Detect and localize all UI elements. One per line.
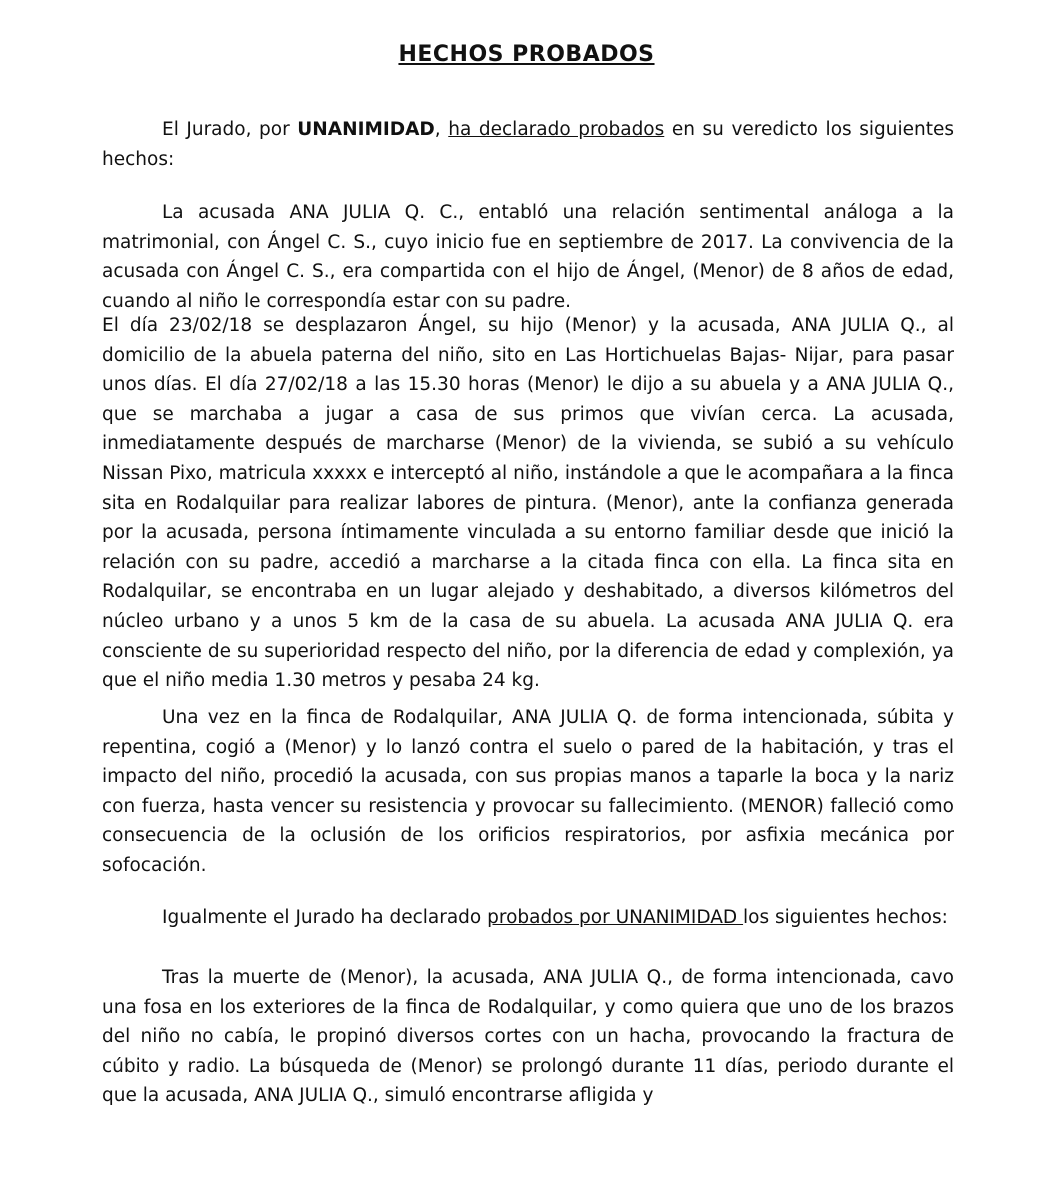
second-intro-underlined: probados por UNANIMIDAD <box>487 907 744 928</box>
paragraph-death: Una vez en la finca de Rodalquilar, ANA JULIA Q. de forma intencionada, súbita y repentina, cogió a (Menor) y lo lanzó contra el suelo o pared de la habitación, y tras el impacto del niño, procedió la acusada, con sus propias manos a taparle la boca y la nariz con fuerza, hasta vencer su resistencia y provocar su fallecimiento. (MENOR) falleció como consecuencia de la oclusión de los orificios respiratorios, por asfixia mecánica por sofocación. <box>102 707 954 876</box>
document-title: HECHOS PROBADOS <box>398 42 655 67</box>
paragraph-events: El día 23/02/18 se desplazaron Ángel, su hijo (Menor) y la acusada, ANA JULIA Q., al domicilio de la abuela paterna del niño, sito en Las Hortichuelas Bajas- Nijar, para pasar unos días. El día 27/02/18 a las 15.30 horas (Menor) le dijo a su abuela y a ANA JULIA Q., que se marchaba a jugar a casa de sus primos que vivían cerca. La acusada, inmediatamente después de marcharse (Menor) de la vivienda, se subió a su vehículo Nissan Pixo, matricula xxxxx e interceptó al niño, instándole a que le acompañara a la finca sita en Rodalquilar para realizar labores de pintura. (Menor), ante la confianza generada por la acusada, persona íntimamente vinculada a su entorno familiar desde que inició la relación con su padre, accedió a marcharse a la citada finca con ella. La finca sita en Rodalquilar, se encontraba en un lugar alejado y deshabitado, a diversos kilómetros del núcleo urbano y a unos 5 km de la casa de su abuela. La acusada ANA JULIA Q. era consciente de su superioridad respecto del niño, por la diferencia de edad y complexión, ya que el niño media 1.30 metros y pesaba 24 kg. <box>102 315 954 692</box>
second-intro-lead: Igualmente el Jurado ha declarado <box>162 907 488 928</box>
intro-lead: El Jurado, por <box>162 119 298 140</box>
second-intro-rest: los siguientes hechos: <box>743 907 948 928</box>
intro-underlined: ha declarado probados <box>448 119 665 140</box>
intro-paragraph <box>102 115 954 174</box>
intro-bold: UNANIMIDAD <box>297 119 435 140</box>
paragraph-after-death: Tras la muerte de (Menor), la acusada, ANA JULIA Q., de forma intencionada, cavo una fosa en los exteriores de la finca de Rodalquilar, y como quiera que uno de los brazos del niño no cabía, le propinó diversos cortes con un hacha, provocando la fractura de cúbito y radio. La búsqueda de (Menor) se prolongó durante 11 días, periodo durante el que la acusada, ANA JULIA Q., simuló encontrarse afligida y <box>102 967 954 1107</box>
paragraph-relationship: La acusada ANA JULIA Q. C., entabló una relación sentimental análoga a la matrimonial, con Ángel C. S., cuyo inicio fue en septiembre de 2017. La convivencia de la acusada con Ángel C. S., era compartida con el hijo de Ángel, (Menor) de 8 años de edad, cuando al niño le correspondía estar con su padre. <box>102 202 954 312</box>
second-intro-paragraph <box>102 903 954 933</box>
intro-comma: , <box>434 119 449 140</box>
intro-rest: en su veredicto los siguientes hechos: <box>102 119 954 170</box>
